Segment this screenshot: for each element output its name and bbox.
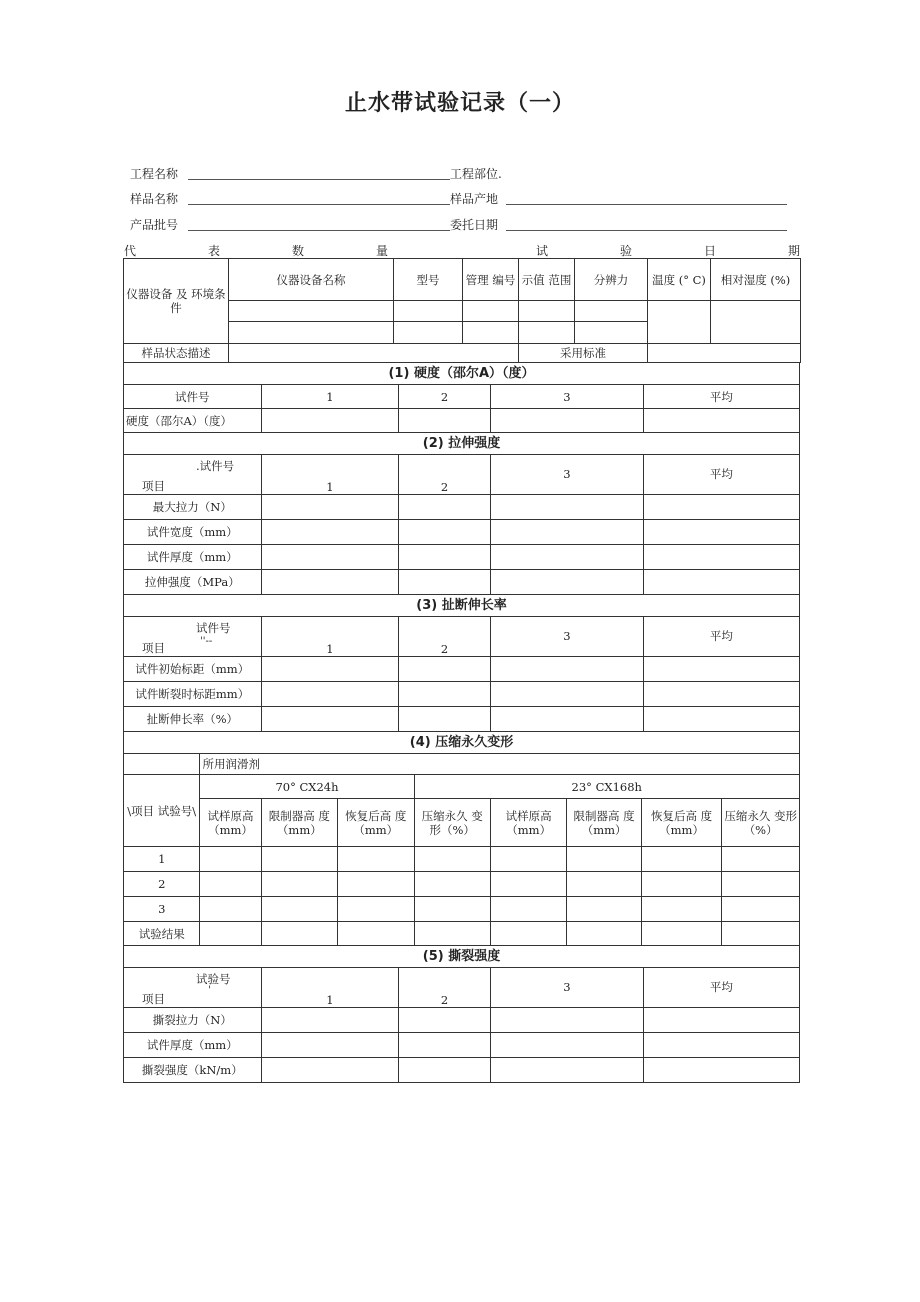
elongation-cell[interactable] [399,657,491,682]
elongation-cell[interactable] [261,657,399,682]
elongation-cell[interactable] [643,682,799,707]
tensile-cell[interactable] [399,570,491,595]
page-title: 止水带试验记录（一） [344,91,575,116]
equipment-label: 仪器设备 及 环境条件 [124,259,229,344]
elongation-row-label: 扯断伸长率（%） [124,707,262,732]
date-char-2: 验 [620,244,633,258]
equip-cell[interactable] [229,322,394,344]
compression-cell[interactable] [200,872,261,897]
compression-cell[interactable] [490,897,566,922]
equip-cell[interactable] [519,322,575,344]
hardness-n1: 1 [261,385,399,409]
compression-row-label: 1 [124,847,200,872]
compression-cell[interactable] [200,847,261,872]
elongation-cell[interactable] [261,707,399,732]
tear-cell[interactable] [399,1008,491,1033]
compression-cell[interactable] [261,872,337,897]
equip-cell[interactable] [394,301,463,322]
tensile-row-label: 最大拉力（N） [124,495,262,520]
compression-cell[interactable] [338,872,414,897]
elongation-cell[interactable] [490,707,643,732]
col-model: 型号 [394,259,463,301]
header-row-2 [130,190,800,208]
elongation-n3: 3 [490,617,643,657]
equip-cell[interactable] [519,301,575,322]
product-batch-label: 产品批号 [130,218,179,232]
compression-cell[interactable] [490,922,566,946]
compression-col: 恢复后高 度 （mm） [641,799,722,847]
hardness-row-label: 硬度（邵尔A）（度） [124,409,262,433]
tear-cell[interactable] [261,1008,399,1033]
equip-cell[interactable] [394,322,463,344]
sample-state-label: 样品状态描述 [124,344,229,363]
tensile-cell[interactable] [643,570,799,595]
equip-cell[interactable] [463,322,519,344]
hardness-cell[interactable] [261,409,399,433]
compression-cell[interactable] [338,897,414,922]
col-equip-name: 仪器设备名称 [229,259,394,301]
compression-cell[interactable] [261,847,337,872]
project-part-label: 工程部位. [450,167,502,181]
tensile-cell[interactable] [643,520,799,545]
compression-cell[interactable] [200,922,261,946]
compression-cell[interactable] [641,872,722,897]
col-range: 示值 范围 [519,259,575,301]
tear-n3: 3 [490,968,643,1008]
compression-row-label: 3 [124,897,200,922]
lubricant-label: 所用润滑剂 [200,754,800,775]
compression-cell[interactable] [490,872,566,897]
sample-name-line[interactable] [188,204,450,205]
compression-blank [124,754,200,775]
elongation-row-label: 试件初始标距（mm） [124,657,262,682]
compression-col: 恢复后高 度（mm） [338,799,414,847]
tensile-specimen-label: .试件号 [196,459,235,473]
elongation-cell[interactable] [643,657,799,682]
tensile-header-cell [124,455,262,495]
hardness-n2: 2 [399,385,491,409]
elongation-n1: 1 [261,617,399,657]
compression-col: 限制器高 度（mm） [261,799,337,847]
condition-70c: 70° CX24h [200,775,414,799]
date-char-1: 试 [536,244,549,258]
tear-cell[interactable] [399,1033,491,1058]
compression-cell[interactable] [414,897,490,922]
product-batch-line[interactable] [188,230,450,231]
compression-title: (4) 压缩永久变形 [124,732,800,754]
hardness-cell[interactable] [490,409,643,433]
tear-title: (5) 撕裂强度 [124,946,800,968]
hardness-title: (1) 硬度（邵尔A）（度） [124,363,800,385]
tear-header-cell [124,968,262,1008]
tear-n2: 2 [399,968,491,1008]
rep-char-2: 表 [208,244,221,258]
tear-n1: 1 [261,968,399,1008]
temperature-cell[interactable] [648,301,711,344]
date-char-3: 日 [704,244,717,258]
sample-state-cell[interactable] [229,344,519,363]
tensile-cell[interactable] [399,520,491,545]
tensile-row-label: 试件宽度（mm） [124,520,262,545]
elongation-avg: 平均 [643,617,799,657]
entrust-date-line[interactable] [506,230,787,231]
rep-char-4: 量 [376,244,389,258]
compression-col: 压缩永久 变形（%） [414,799,490,847]
tear-row-label: 撕裂拉力（N） [124,1008,262,1033]
tensile-cell[interactable] [261,545,399,570]
tear-cell[interactable] [261,1058,399,1083]
tensile-n1: 1 [261,455,399,495]
hardness-avg: 平均 [643,385,799,409]
compression-cell[interactable] [641,847,722,872]
compression-row-label: 2 [124,872,200,897]
sample-origin-label: 样品产地 [450,192,499,206]
compression-cell[interactable] [414,872,490,897]
compression-col: 限制器高 度（mm） [567,799,641,847]
hardness-n3: 3 [490,385,643,409]
compression-cell[interactable] [414,847,490,872]
compression-col: 试样原高 （mm） [200,799,261,847]
compression-cell[interactable] [338,847,414,872]
compression-cell[interactable] [641,897,722,922]
tensile-cell[interactable] [399,495,491,520]
compression-col: 压缩永久 变形（%） [722,799,800,847]
elongation-cell[interactable] [399,707,491,732]
compression-cell[interactable] [261,922,337,946]
elongation-header-cell [124,617,262,657]
compression-col: 试样原高 （mm） [490,799,566,847]
tensile-cell[interactable] [643,495,799,520]
elongation-title: (3) 扯断伸长率 [124,595,800,617]
tensile-cell[interactable] [261,520,399,545]
equipment-table [123,258,801,363]
compression-cell[interactable] [338,922,414,946]
compression-cell[interactable] [722,872,800,897]
tensile-n3: 3 [490,455,643,495]
standard-cell[interactable] [648,344,801,363]
compression-cell[interactable] [722,922,800,946]
tear-cell[interactable] [490,1033,643,1058]
header-row-1 [130,165,800,183]
compression-cell[interactable] [567,872,641,897]
compression-cell[interactable] [722,847,800,872]
tensile-avg: 平均 [643,455,799,495]
tear-cell[interactable] [490,1058,643,1083]
hardness-cell[interactable] [643,409,799,433]
tensile-cell[interactable] [643,545,799,570]
tear-cell[interactable] [643,1033,799,1058]
tear-row-label: 撕裂强度（kN/m） [124,1058,262,1083]
tensile-cell[interactable] [490,545,643,570]
elongation-specimen-label: 试件号 [196,621,231,635]
tear-row-label: 试件厚度（mm） [124,1033,262,1058]
compression-cell[interactable] [261,897,337,922]
tensile-cell[interactable] [261,495,399,520]
tensile-row-label: 拉伸强度（MPa） [124,570,262,595]
standard-label: 采用标准 [519,344,648,363]
tear-mark: ' [208,985,211,996]
col-temperature: 温度 (° C) [648,259,711,301]
equip-cell[interactable] [575,322,648,344]
elongation-item-label: 项目 [142,641,165,655]
tear-item-label: 项目 [142,992,165,1006]
compression-cell[interactable] [200,897,261,922]
compression-item-label: \项目 试验号\ [124,775,200,847]
elongation-cell[interactable] [399,682,491,707]
project-name-line[interactable] [188,179,450,180]
tensile-cell[interactable] [490,495,643,520]
tensile-cell[interactable] [490,520,643,545]
tear-avg: 平均 [643,968,799,1008]
compression-row-label: 试验结果 [124,922,200,946]
project-name-label: 工程名称 [130,167,179,181]
compression-cell[interactable] [722,897,800,922]
tensile-cell[interactable] [399,545,491,570]
equip-cell[interactable] [229,301,394,322]
sample-name-label: 样品名称 [130,192,179,206]
col-mgmt-no: 管理 编号 [463,259,519,301]
elongation-cell[interactable] [490,657,643,682]
header-row-3 [130,216,800,234]
tensile-item-label: 项目 [142,479,165,493]
compression-cell[interactable] [641,922,722,946]
rep-char-1: 代 [124,244,137,258]
tensile-title: (2) 拉伸强度 [124,433,800,455]
elongation-cell[interactable] [643,707,799,732]
rep-char-3: 数 [292,244,305,258]
tensile-n2: 2 [399,455,491,495]
sample-origin-line[interactable] [506,204,787,205]
test-table [123,362,800,1083]
compression-cell[interactable] [567,847,641,872]
tear-cell[interactable] [643,1008,799,1033]
entrust-date-label: 委托日期 [450,218,499,232]
equip-cell[interactable] [463,301,519,322]
col-humidity: 相对湿度 (%) [711,259,801,301]
compression-cell[interactable] [567,897,641,922]
tear-specimen-label: 试验号 [196,972,231,986]
hardness-cell[interactable] [399,409,491,433]
condition-23c: 23° CX168h [414,775,800,799]
elongation-cell[interactable] [490,682,643,707]
equip-cell[interactable] [575,301,648,322]
tear-cell[interactable] [261,1033,399,1058]
compression-cell[interactable] [567,922,641,946]
tensile-cell[interactable] [490,570,643,595]
compression-cell[interactable] [414,922,490,946]
tensile-cell[interactable] [261,570,399,595]
elongation-row-label: 试件断裂时标距mm） [124,682,262,707]
date-char-4: 期 [788,244,801,258]
tensile-row-label: 试件厚度（mm） [124,545,262,570]
elongation-n2: 2 [399,617,491,657]
humidity-cell[interactable] [711,301,801,344]
tear-cell[interactable] [490,1008,643,1033]
tear-cell[interactable] [643,1058,799,1083]
col-resolution: 分辨力 [575,259,648,301]
elongation-cell[interactable] [261,682,399,707]
hardness-specimen-label: 试件号 [124,385,262,409]
tear-cell[interactable] [399,1058,491,1083]
elongation-mark: ''-- [200,636,213,647]
represent-quantity-row [124,242,800,258]
compression-cell[interactable] [490,847,566,872]
